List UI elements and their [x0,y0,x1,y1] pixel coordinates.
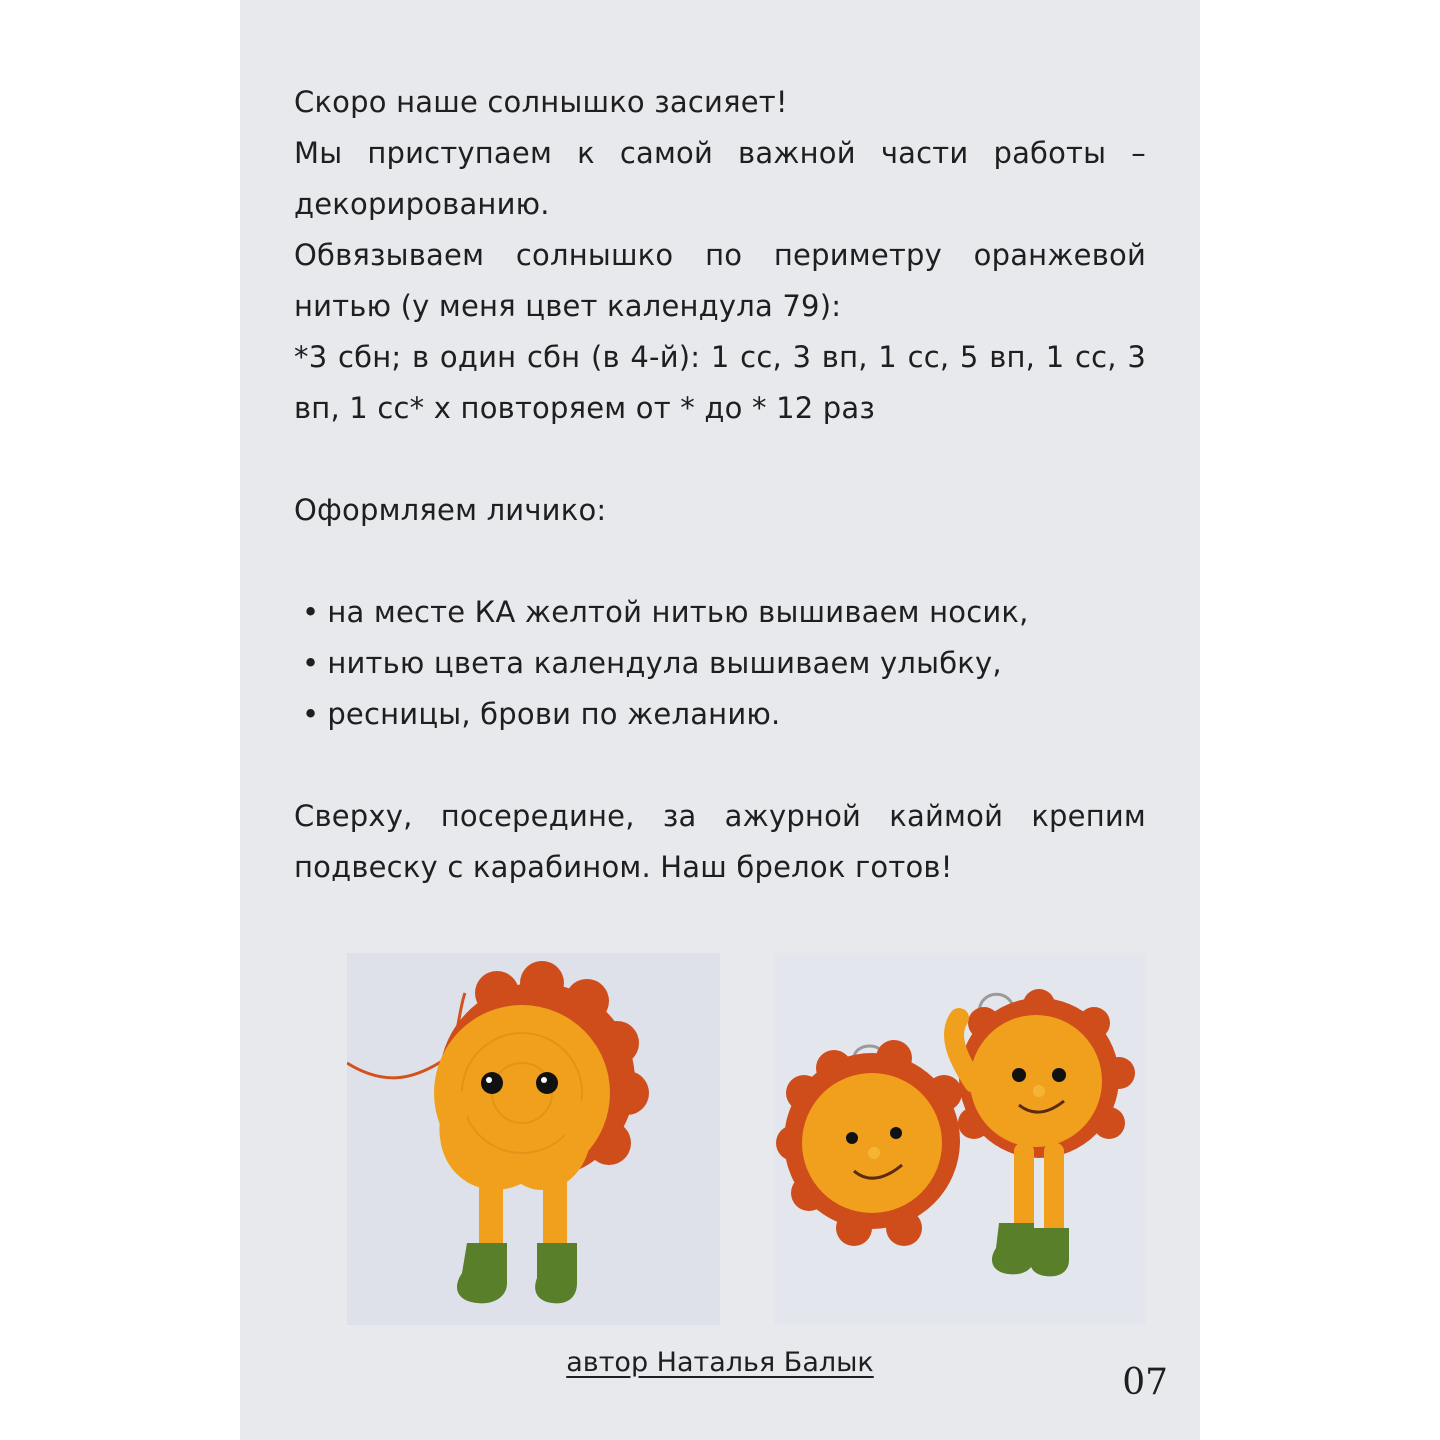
author-credit: автор Наталья Балык [566,1347,874,1378]
intro-paragraph-pattern: *3 сбн; в один сбн (в 4-й): 1 сс, 3 вп, 1 сс, 5 вп, 1 сс, 3 вп, 1 сс* х повторяем от * до * 12 раз [294,340,1146,425]
intro-line-2: Мы приступаем к самой важной части работы – [294,136,1146,170]
instructions-text [294,77,1146,893]
list-item: • на месте КА желтой нитью вышиваем носик, [294,587,1146,638]
outro-paragraph: Сверху, посередине, за ажурной каймой крепим подвеску с карабином. Наш брелок готов! [294,799,1146,884]
intro-paragraph-yarn: Обвязываем солнышко по периметру оранжевой нитью (у меня цвет календула 79): [294,238,1146,323]
intro-line-1: Скоро наше солнышко засияет! [294,85,788,119]
list-item: • ресницы, брови по желанию. [294,689,1146,740]
list-item: • нитью цвета календула вышиваем улыбку, [294,638,1146,689]
page-number: 07 [1122,1362,1168,1403]
sun-toy-illustration [347,953,720,1325]
sun-keychains-illustration [774,953,1146,1325]
face-heading: Оформляем личико: [294,493,607,527]
document-page [240,0,1200,1440]
intro-line-3: декорированию. [294,187,550,221]
photo-finished-keychains [774,953,1146,1325]
photo-sun-in-progress [347,953,720,1325]
face-steps-list [294,587,1146,740]
